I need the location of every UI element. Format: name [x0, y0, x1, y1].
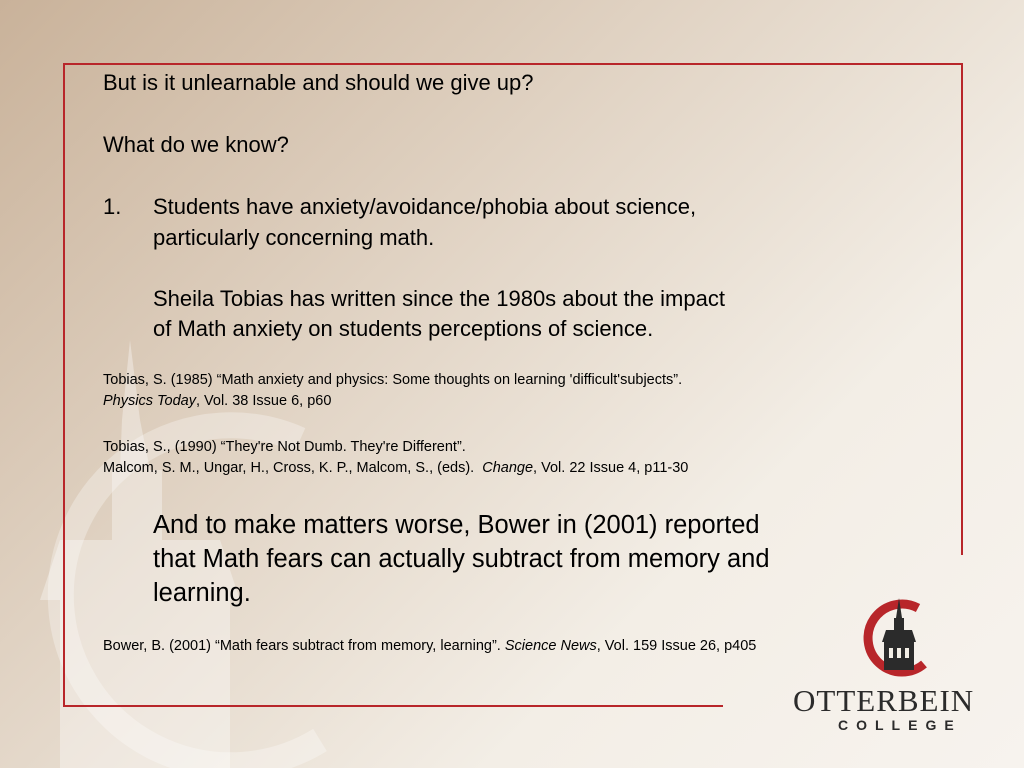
list-number: 1.	[103, 194, 122, 219]
ref3-journal: Science News	[504, 638, 597, 654]
ref2-journal: Change	[482, 460, 534, 476]
reference-tobias-1990	[103, 437, 688, 479]
bower-paragraph	[153, 508, 770, 610]
slide-heading: But is it unlearnable and should we give up?	[103, 70, 534, 95]
ref3-rest: , Vol. 159 Issue 26, p405	[596, 638, 757, 654]
ref3-pre: Bower, B. (2001) “Math fears subtract from memory, learning”.	[103, 638, 505, 654]
point1-line2: particularly concerning math.	[153, 225, 435, 250]
frame-top-line	[63, 63, 963, 65]
bower-line3: learning.	[153, 579, 251, 607]
slide-subheading: What do we know?	[103, 132, 289, 157]
ref2-line2	[103, 458, 688, 479]
ref1-rest: , Vol. 38 Issue 6, p60	[195, 393, 332, 409]
ref1-journal: Physics Today	[103, 393, 196, 409]
reference-tobias-1985	[103, 370, 682, 412]
frame-bottom-line	[63, 705, 723, 707]
tobias-para-line1: Sheila Tobias has written since the 1980s about the impact	[153, 286, 725, 311]
reference-bower-2001	[103, 636, 756, 657]
ref2-rest: , Vol. 22 Issue 4, p11-30	[533, 460, 689, 476]
ref2-line1: Tobias, S., (1990) “They're Not Dumb. They're Different”.	[103, 439, 466, 455]
logo-wordmark: OTTERBEIN	[793, 683, 975, 718]
logo-subtitle: COLLEGE	[838, 717, 962, 733]
frame-right-line	[961, 63, 963, 555]
bower-line1: And to make matters worse, Bower in (2001) reported	[153, 511, 760, 539]
bower-line2: that Math fears can actually subtract from memory and	[153, 545, 770, 573]
frame-left-line	[63, 63, 65, 707]
ref1-line1: Tobias, S. (1985) “Math anxiety and physics: Some thoughts on learning 'difficult'subjects”.	[103, 372, 683, 388]
point1-line1: Students have anxiety/avoidance/phobia about science,	[153, 194, 697, 219]
otterbein-logo-icon	[858, 594, 938, 682]
tobias-para-line2: of Math anxiety on students perceptions of science.	[153, 316, 654, 341]
ref2-authors: Malcom, S. M., Ungar, H., Cross, K. P., Malcom, S., (eds).	[103, 460, 483, 476]
ref1-line2	[103, 391, 682, 412]
